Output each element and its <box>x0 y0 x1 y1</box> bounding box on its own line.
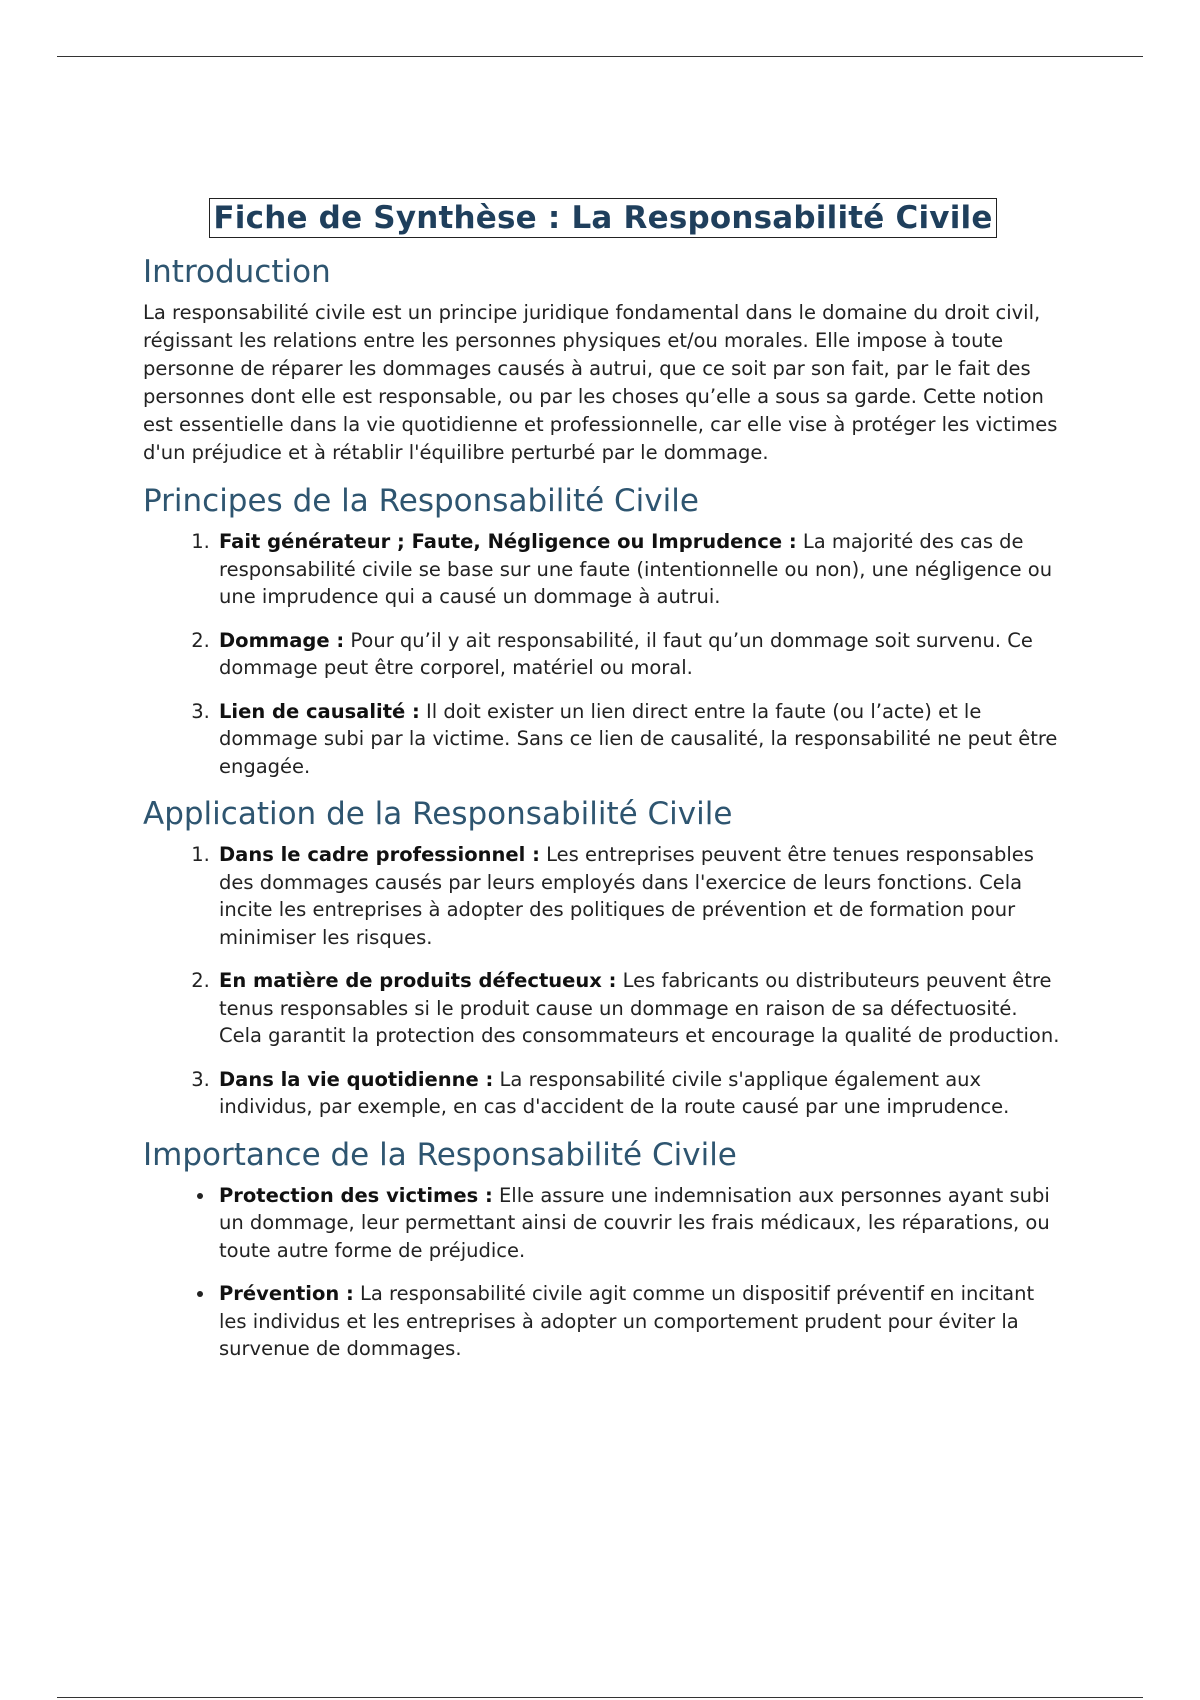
list-item <box>216 1182 1063 1265</box>
item-term: Dans le cadre professionnel : <box>219 843 540 866</box>
importance-list <box>143 1182 1063 1363</box>
header-rule <box>57 56 1143 57</box>
principes-list <box>143 528 1063 780</box>
item-text: Les fabricants ou distributeurs peuvent être tenus responsables si le produit cause un dommage en raison de sa défectuosité. Cela garantit la protection des consommateurs et encourage la qualité de production. <box>219 969 1060 1047</box>
heading-importance: Importance de la Responsabilité Civile <box>143 1136 737 1173</box>
item-term: Fait générateur ; Faute, Négligence ou Imprudence : <box>219 530 797 553</box>
document-body <box>143 198 1063 1379</box>
item-term: Protection des victimes : <box>219 1183 493 1207</box>
item-text: La majorité des cas de responsabilité civile se base sur une faute (intentionnelle ou non), une négligence ou une imprudence qui a causé un dommage à autrui. <box>219 530 1053 608</box>
item-text: Les entreprises peuvent être tenues responsables des dommages causés par leurs employés dans l'exercice de leurs fonctions. Cela incite les entreprises à adopter des politiques de prévention et de formation pour minimiser les risques. <box>219 843 1034 949</box>
list-item <box>216 1066 1063 1121</box>
list-item <box>216 698 1063 781</box>
section-application <box>143 796 1063 1121</box>
footer-rule <box>57 1697 1143 1698</box>
introduction-paragraph: La responsabilité civile est un principe juridique fondamental dans le domaine du droit civil, régissant les relations entre les personnes physiques et/ou morales. Elle impose à toute personne de réparer les dommages causés à autrui, que ce soit par son fait, par le fait des personnes dont elle est responsable, ou par les choses qu’elle a sous sa garde. Cette notion est essentielle dans la vie quotidienne et professionnelle, car elle vise à protéger les victimes d'un préjudice et à rétablir l'équilibre perturbé par le dommage. <box>143 301 1058 464</box>
title-wrapper <box>143 198 1063 238</box>
list-item <box>216 1280 1063 1363</box>
item-text: Elle assure une indemnisation aux personnes ayant subi un dommage, leur permettant ainsi de couvrir les frais médicaux, les réparations, ou toute autre forme de préjudice. <box>219 1183 1050 1262</box>
heading-introduction: Introduction <box>143 254 331 290</box>
application-list <box>143 841 1063 1121</box>
item-text: La responsabilité civile agit comme un dispositif préventif en incitant les individus et les entreprises à adopter un comportement prudent pour éviter la survenue de dommages. <box>219 1282 1035 1360</box>
heading-application: Application de la Responsabilité Civile <box>143 796 733 832</box>
heading-principes: Principes de la Responsabilité Civile <box>143 483 699 519</box>
item-term: En matière de produits défectueux : <box>219 969 617 992</box>
item-term: Dommage : <box>219 628 345 652</box>
list-item <box>216 967 1063 1050</box>
item-text: Pour qu’il y ait responsabilité, il faut qu’un dommage soit survenu. Ce dommage peut être corporel, matériel ou moral. <box>219 628 1033 679</box>
section-principes <box>143 483 1063 780</box>
item-text: Il doit exister un lien direct entre la faute (ou l’acte) et le dommage subi par la victime. Sans ce lien de causalité, la responsabilité ne peut être engagée. <box>219 699 1058 778</box>
item-term: Dans la vie quotidienne : <box>219 1067 494 1091</box>
document-title: Fiche de Synthèse : La Responsabilité Civile <box>209 198 996 238</box>
list-item <box>216 841 1063 951</box>
list-item <box>216 627 1063 682</box>
item-term: Prévention : <box>219 1282 354 1305</box>
item-term: Lien de causalité : <box>219 699 420 723</box>
section-introduction <box>143 254 1063 467</box>
item-text: La responsabilité civile s'applique également aux individus, par exemple, en cas d'accident de la route causé par une imprudence. <box>219 1067 1010 1118</box>
list-item <box>216 528 1063 611</box>
section-importance <box>143 1137 1063 1363</box>
